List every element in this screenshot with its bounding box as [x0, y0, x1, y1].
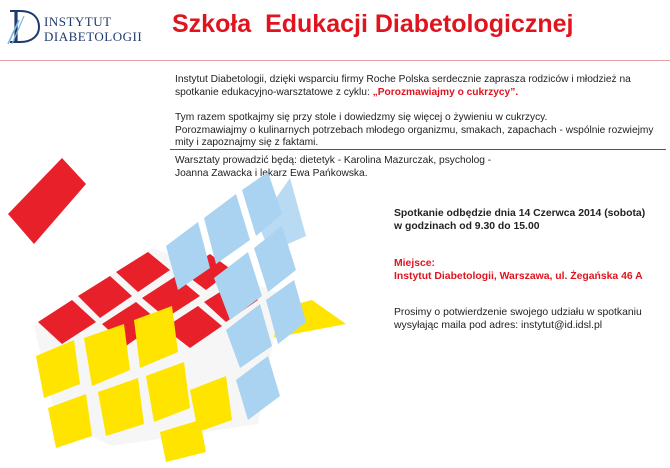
theme-paragraph	[175, 112, 665, 150]
dl-monogram-icon	[6, 8, 42, 46]
cycle-name: „Porozmawiajmy o cukrzycy”.	[372, 86, 519, 98]
intro-paragraph	[175, 74, 665, 99]
place-label: Miejsce:	[394, 258, 436, 269]
contact-line1: Prosimy o potwierdzenie swojego udziału w spotkaniu	[394, 307, 642, 318]
blue-tile	[204, 194, 250, 264]
place-info	[394, 258, 664, 283]
institute-logo	[6, 8, 156, 46]
header-divider	[0, 60, 670, 61]
red-fragment	[8, 158, 86, 244]
meeting-date: Spotkanie odbędzie dnia 14 Czerwca 2014 (sobota)	[394, 208, 646, 219]
hosts-paragraph: Warsztaty prowadzić będą: dietetyk - Karolina Mazurczak, psycholog - Joanna Zawacka i lekarz Ewa Pańkowska.	[175, 155, 492, 179]
meeting-time: w godzinach od 9.30 do 15.00	[394, 220, 540, 232]
logo-text-line2: DIABETOLOGII	[44, 29, 143, 44]
contact-line2: wysyłając maila pod adres: instytut@id.idsl.pl	[394, 319, 603, 331]
place-address: Instytut Diabetologii, Warszawa, ul. Żegańska 46 A	[394, 270, 643, 282]
page-title: Szkoła Edukacji Diabetologicznej	[172, 10, 574, 38]
theme-line2: Porozmawiajmy o kulinarnych potrzebach młodego organizmu, smakach, zapachach - wspólnie rozwiejmy mity i zapoznajmy się z faktami.	[175, 124, 654, 149]
logo-text-line1: INSTYTUT	[44, 14, 112, 29]
contact-info	[394, 307, 664, 332]
exploding-rubiks-cube-icon	[0, 150, 380, 468]
intro-text: Instytut Diabetologii, dzięki wsparciu firmy Roche Polska serdecznie zaprasza rodziców i młodzież na spotkanie edukacyjno-warsztatowe z cyklu:	[175, 74, 631, 98]
meeting-info	[394, 208, 664, 233]
theme-line1: Tym razem spotkajmy się przy stole i dowiedzmy się więcej o żywieniu w cukrzycy.	[175, 112, 548, 123]
